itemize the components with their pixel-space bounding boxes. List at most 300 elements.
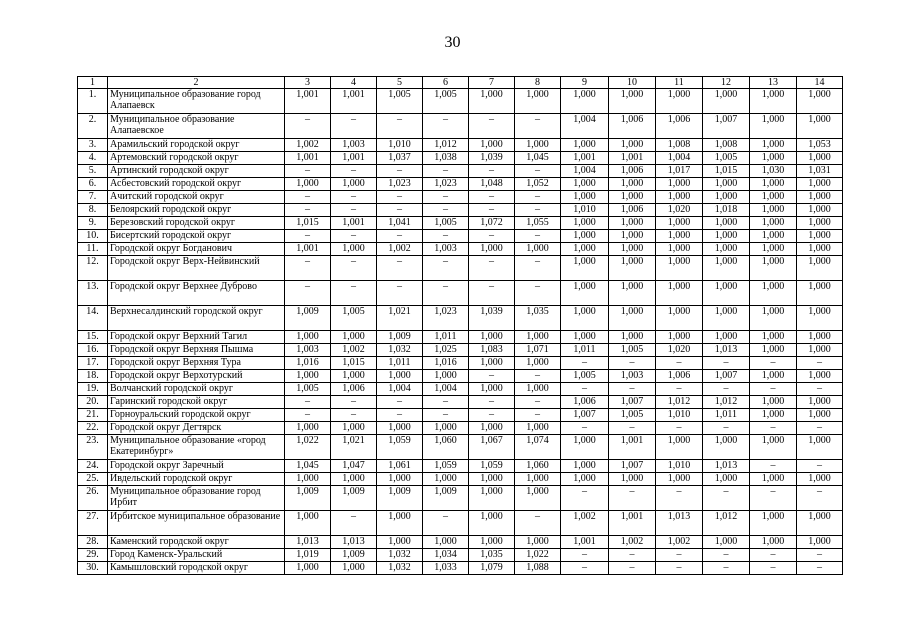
coefficient-cell: – (469, 256, 515, 281)
coefficient-cell: 1,010 (656, 409, 703, 422)
coefficient-cell: 1,055 (515, 217, 561, 230)
coefficient-cell: 1,013 (331, 536, 377, 549)
municipality-name: Бисертский городской округ (108, 230, 285, 243)
coefficient-cell: 1,000 (656, 281, 703, 306)
municipality-name: Камышловский городской округ (108, 562, 285, 575)
row-number: 21. (78, 409, 108, 422)
coefficient-cell: 1,006 (609, 204, 656, 217)
municipality-name: Волчанский городской округ (108, 383, 285, 396)
coefficient-cell: 1,000 (797, 396, 843, 409)
coefficient-cell: 1,000 (331, 370, 377, 383)
coefficient-cell: – (797, 422, 843, 435)
coefficient-cell: 1,000 (750, 191, 797, 204)
coefficient-cell: 1,003 (609, 370, 656, 383)
table-row (78, 243, 843, 256)
table-row (78, 357, 843, 370)
municipality-name: Артинский городской округ (108, 165, 285, 178)
coefficient-cell: 1,000 (515, 536, 561, 549)
table-row (78, 409, 843, 422)
coefficient-cell: 1,000 (423, 422, 469, 435)
coefficient-cell: 1,000 (423, 370, 469, 383)
row-number: 7. (78, 191, 108, 204)
coefficient-cell: 1,000 (656, 178, 703, 191)
coefficient-cell: 1,000 (797, 191, 843, 204)
coefficient-cell: – (469, 230, 515, 243)
coefficient-cell: – (423, 409, 469, 422)
coefficient-cell: 1,072 (469, 217, 515, 230)
municipality-name: Белоярский городской округ (108, 204, 285, 217)
coefficient-cell: 1,010 (377, 139, 423, 152)
row-number: 17. (78, 357, 108, 370)
coefficient-cell: 1,000 (750, 217, 797, 230)
coefficient-cell: 1,001 (609, 152, 656, 165)
coefficient-cell: 1,009 (423, 486, 469, 511)
coefficient-cell: 1,059 (423, 460, 469, 473)
table-row (78, 536, 843, 549)
coefficient-cell: 1,007 (703, 114, 750, 139)
municipality-name: Арамильский городской округ (108, 139, 285, 152)
table-row (78, 486, 843, 511)
coefficient-cell: – (331, 281, 377, 306)
coefficient-cell: 1,021 (331, 435, 377, 460)
municipality-name: Асбестовский городской округ (108, 178, 285, 191)
coefficient-cell: – (469, 204, 515, 217)
coefficient-cell: 1,005 (331, 306, 377, 331)
municipality-name: Верхнесалдинский городской округ (108, 306, 285, 331)
table-row (78, 217, 843, 230)
coefficient-cell: – (285, 191, 331, 204)
coefficient-cell: 1,000 (515, 357, 561, 370)
coefficient-cell: 1,010 (561, 204, 609, 217)
coefficient-cell: 1,000 (377, 511, 423, 536)
coefficient-cell: 1,000 (469, 89, 515, 114)
coefficient-cell: 1,022 (515, 549, 561, 562)
table-row (78, 511, 843, 536)
coefficient-cell: – (285, 230, 331, 243)
coefficient-cell: 1,015 (331, 357, 377, 370)
coefficient-cell: – (331, 230, 377, 243)
row-number: 2. (78, 114, 108, 139)
coefficient-cell: 1,039 (469, 306, 515, 331)
coefficient-cell: 1,000 (469, 486, 515, 511)
coefficient-cell: 1,000 (703, 306, 750, 331)
coefficient-cell: 1,000 (469, 473, 515, 486)
coefficient-cell: – (750, 422, 797, 435)
table-row (78, 383, 843, 396)
coefficient-cell: 1,002 (609, 536, 656, 549)
coefficient-cell: – (750, 486, 797, 511)
municipality-name: Гаринский городской округ (108, 396, 285, 409)
coefficient-cell: 1,015 (703, 165, 750, 178)
coefficient-cell: 1,006 (656, 114, 703, 139)
coefficient-cell: – (515, 281, 561, 306)
coefficient-cell: 1,000 (703, 191, 750, 204)
coefficient-cell: 1,000 (797, 230, 843, 243)
coefficient-cell: – (331, 204, 377, 217)
coefficient-cell: – (377, 281, 423, 306)
coefficient-cell: 1,003 (331, 139, 377, 152)
coefficient-cell: 1,000 (469, 536, 515, 549)
coefficient-cell: – (469, 370, 515, 383)
coefficient-cell: 1,000 (285, 331, 331, 344)
row-number: 19. (78, 383, 108, 396)
coefficient-cell: 1,000 (561, 460, 609, 473)
coefficient-cell: 1,001 (331, 152, 377, 165)
coefficient-cell: 1,000 (423, 473, 469, 486)
municipality-name: Городской округ Верхняя Тура (108, 357, 285, 370)
coefficient-cell: – (561, 486, 609, 511)
municipality-name: Ивдельский городской округ (108, 473, 285, 486)
coefficient-cell: – (469, 114, 515, 139)
coefficient-cell: – (515, 396, 561, 409)
coefficient-cell: – (423, 191, 469, 204)
coefficient-cell: – (515, 370, 561, 383)
municipality-name: Город Каменск-Уральский (108, 549, 285, 562)
table-row (78, 396, 843, 409)
table-row (78, 191, 843, 204)
coefficient-cell: 1,039 (469, 152, 515, 165)
coefficient-cell: 1,012 (703, 396, 750, 409)
row-number: 24. (78, 460, 108, 473)
coefficient-cell: 1,011 (703, 409, 750, 422)
coefficient-cell: 1,000 (377, 422, 423, 435)
coefficient-cell: 1,000 (750, 256, 797, 281)
coefficient-cell: – (285, 256, 331, 281)
coefficient-cell: – (656, 562, 703, 575)
row-number: 3. (78, 139, 108, 152)
coefficient-cell: 1,000 (469, 357, 515, 370)
table-row (78, 435, 843, 460)
coefficient-cell: 1,045 (515, 152, 561, 165)
coefficient-cell: 1,000 (797, 204, 843, 217)
coefficient-cell: 1,000 (797, 536, 843, 549)
coefficient-cell: 1,000 (703, 281, 750, 306)
coefficient-cell: – (377, 256, 423, 281)
column-header-4: 4 (331, 77, 377, 89)
coefficient-cell: – (609, 549, 656, 562)
coefficient-cell: – (377, 165, 423, 178)
coefficient-cell: 1,009 (331, 549, 377, 562)
coefficient-cell: 1,000 (609, 473, 656, 486)
coefficient-cell: 1,001 (285, 89, 331, 114)
coefficient-cell: 1,000 (515, 139, 561, 152)
coefficient-cell: 1,000 (609, 217, 656, 230)
coefficient-cell: 1,001 (331, 89, 377, 114)
coefficient-cell: – (469, 396, 515, 409)
coefficient-cell: – (515, 204, 561, 217)
coefficient-cell: 1,000 (797, 243, 843, 256)
municipality-name: Каменский городской округ (108, 536, 285, 549)
table-row (78, 152, 843, 165)
coefficient-cell: 1,000 (609, 89, 656, 114)
coefficient-cell: 1,000 (377, 473, 423, 486)
municipality-name: Городской округ Верхний Тагил (108, 331, 285, 344)
coefficient-cell: 1,001 (561, 536, 609, 549)
coefficient-cell: – (797, 383, 843, 396)
coefficient-cell: 1,013 (703, 344, 750, 357)
coefficient-cell: – (703, 549, 750, 562)
coefficient-cell: 1,009 (377, 331, 423, 344)
coefficient-cell: – (331, 409, 377, 422)
row-number: 29. (78, 549, 108, 562)
coefficient-cell: 1,007 (561, 409, 609, 422)
coefficient-cell: 1,000 (750, 152, 797, 165)
coefficient-cell: – (656, 422, 703, 435)
coefficient-cell: 1,000 (561, 217, 609, 230)
coefficient-cell: – (377, 204, 423, 217)
coefficient-cell: 1,012 (423, 139, 469, 152)
coefficient-cell: 1,022 (285, 435, 331, 460)
coefficient-cell: 1,012 (703, 511, 750, 536)
row-number: 27. (78, 511, 108, 536)
row-number: 18. (78, 370, 108, 383)
coefficient-cell: 1,059 (469, 460, 515, 473)
table-header-row (78, 77, 843, 89)
coefficient-cell: 1,000 (423, 536, 469, 549)
coefficient-cell: – (656, 357, 703, 370)
coefficient-cell: 1,004 (561, 114, 609, 139)
coefficient-cell: – (423, 396, 469, 409)
coefficient-cell: 1,088 (515, 562, 561, 575)
municipality-name: Ачитский городской округ (108, 191, 285, 204)
coefficient-cell: 1,000 (515, 243, 561, 256)
table-row (78, 281, 843, 306)
coefficient-cell: 1,000 (797, 256, 843, 281)
coefficient-cell: – (609, 562, 656, 575)
column-header-6: 6 (423, 77, 469, 89)
coefficient-cell: 1,000 (515, 331, 561, 344)
coefficient-cell: 1,000 (750, 281, 797, 306)
coefficient-cell: 1,000 (750, 536, 797, 549)
coefficient-cell: 1,005 (377, 89, 423, 114)
coefficient-cell: – (377, 396, 423, 409)
coefficient-cell: 1,000 (609, 139, 656, 152)
column-header-14: 14 (797, 77, 843, 89)
coefficient-cell: 1,016 (285, 357, 331, 370)
row-number: 26. (78, 486, 108, 511)
coefficient-cell: 1,067 (469, 435, 515, 460)
coefficient-cell: – (561, 549, 609, 562)
column-header-11: 11 (656, 77, 703, 89)
table-row (78, 178, 843, 191)
column-header-12: 12 (703, 77, 750, 89)
coefficient-cell: 1,060 (423, 435, 469, 460)
coefficient-cell: 1,000 (797, 114, 843, 139)
coefficient-cell: 1,007 (609, 396, 656, 409)
coefficient-cell: 1,035 (469, 549, 515, 562)
coefficient-cell: – (423, 281, 469, 306)
coefficient-cell: 1,000 (750, 409, 797, 422)
coefficient-cell: – (423, 165, 469, 178)
coefficient-cell: 1,000 (469, 243, 515, 256)
coefficient-cell: – (750, 357, 797, 370)
coefficient-cell: 1,000 (331, 422, 377, 435)
municipality-name: Горноуральский городской округ (108, 409, 285, 422)
coefficient-cell: 1,009 (285, 306, 331, 331)
coefficient-cell: 1,000 (703, 230, 750, 243)
table-row (78, 230, 843, 243)
row-number: 25. (78, 473, 108, 486)
coefficient-cell: – (331, 191, 377, 204)
coefficient-cell: 1,031 (797, 165, 843, 178)
coefficient-cell: 1,033 (423, 562, 469, 575)
coefficient-cell: – (331, 114, 377, 139)
coefficient-cell: 1,009 (331, 486, 377, 511)
row-number: 16. (78, 344, 108, 357)
coefficient-cell: 1,000 (469, 422, 515, 435)
coefficient-cell: 1,000 (609, 281, 656, 306)
coefficient-cell: 1,000 (750, 89, 797, 114)
row-number: 22. (78, 422, 108, 435)
coefficient-cell: 1,000 (750, 204, 797, 217)
coefficient-cell: 1,000 (703, 178, 750, 191)
coefficient-cell: – (331, 396, 377, 409)
coefficient-cell: 1,000 (609, 178, 656, 191)
coefficient-cell: 1,047 (331, 460, 377, 473)
coefficient-cell: 1,000 (703, 217, 750, 230)
coefficient-cell: 1,000 (656, 306, 703, 331)
coefficient-cell: 1,013 (285, 536, 331, 549)
coefficient-cell: 1,000 (703, 89, 750, 114)
coefficient-cell: 1,006 (331, 383, 377, 396)
column-header-9: 9 (561, 77, 609, 89)
coefficient-cell: 1,020 (656, 204, 703, 217)
municipality-name: Городской округ Верхнее Дуброво (108, 281, 285, 306)
coefficient-cell: – (561, 357, 609, 370)
coefficient-cell: – (515, 230, 561, 243)
coefficient-cell: 1,015 (285, 217, 331, 230)
coefficient-cell: 1,048 (469, 178, 515, 191)
coefficient-cell: 1,006 (561, 396, 609, 409)
coefficient-cell: 1,002 (561, 511, 609, 536)
coefficient-cell: 1,012 (656, 396, 703, 409)
coefficient-cell: – (656, 549, 703, 562)
coefficient-cell: 1,000 (797, 306, 843, 331)
row-number: 30. (78, 562, 108, 575)
coefficient-cell: 1,003 (423, 243, 469, 256)
coefficient-cell: – (797, 357, 843, 370)
coefficient-cell: – (377, 230, 423, 243)
coefficient-cell: 1,000 (750, 139, 797, 152)
coefficient-cell: – (609, 422, 656, 435)
coefficient-cell: 1,001 (285, 243, 331, 256)
coefficient-cell: 1,002 (331, 344, 377, 357)
table-row (78, 306, 843, 331)
column-header-3: 3 (285, 77, 331, 89)
coefficient-cell: 1,017 (656, 165, 703, 178)
coefficient-cell: 1,005 (609, 344, 656, 357)
coefficient-cell: 1,000 (561, 306, 609, 331)
coefficient-cell: 1,061 (377, 460, 423, 473)
municipality-name: Городской округ Верх-Нейвинский (108, 256, 285, 281)
coefficient-cell: – (797, 562, 843, 575)
coefficient-cell: 1,013 (703, 460, 750, 473)
coefficient-cell: – (703, 562, 750, 575)
table-row (78, 256, 843, 281)
coefficient-cell: 1,041 (377, 217, 423, 230)
coefficient-cell: 1,000 (331, 178, 377, 191)
coefficient-cell: 1,000 (561, 89, 609, 114)
coefficient-cell: 1,000 (750, 435, 797, 460)
coefficient-cell: 1,083 (469, 344, 515, 357)
coefficient-cell: 1,000 (750, 473, 797, 486)
coefficient-cell: – (656, 486, 703, 511)
row-number: 15. (78, 331, 108, 344)
coefficient-cell: 1,000 (750, 370, 797, 383)
coefficient-cell: 1,003 (285, 344, 331, 357)
coefficient-cell: 1,002 (285, 139, 331, 152)
coefficient-cell: 1,000 (331, 243, 377, 256)
coefficient-cell: 1,001 (285, 152, 331, 165)
coefficient-cell: – (423, 230, 469, 243)
coefficient-cell: – (797, 486, 843, 511)
coefficient-cell: 1,000 (469, 383, 515, 396)
coefficient-cell: 1,000 (561, 281, 609, 306)
coefficient-cell: 1,000 (797, 344, 843, 357)
coefficient-cell: 1,000 (656, 331, 703, 344)
coefficient-cell: 1,016 (423, 357, 469, 370)
coefficient-cell: 1,000 (285, 370, 331, 383)
coefficient-cell: 1,000 (561, 139, 609, 152)
coefficient-cell: 1,000 (285, 422, 331, 435)
column-header-5: 5 (377, 77, 423, 89)
column-header-10: 10 (609, 77, 656, 89)
coefficient-cell: 1,005 (423, 217, 469, 230)
coefficient-cell: 1,000 (561, 191, 609, 204)
coefficient-cell: 1,007 (703, 370, 750, 383)
coefficient-cell: 1,008 (656, 139, 703, 152)
table-row (78, 165, 843, 178)
coefficient-cell: 1,023 (423, 178, 469, 191)
coefficient-cell: 1,000 (561, 473, 609, 486)
row-number: 14. (78, 306, 108, 331)
coefficient-cell: 1,052 (515, 178, 561, 191)
municipality-name: Муниципальное образование город Алапаевск (108, 89, 285, 114)
coefficient-cell: – (750, 383, 797, 396)
coefficient-cell: 1,001 (609, 435, 656, 460)
coefficient-cell: 1,000 (750, 230, 797, 243)
coefficient-cell: – (515, 165, 561, 178)
row-number: 23. (78, 435, 108, 460)
coefficient-cell: 1,000 (656, 473, 703, 486)
coefficient-cell: 1,010 (656, 460, 703, 473)
coefficient-cell: 1,002 (377, 243, 423, 256)
municipality-name: Артемовский городской округ (108, 152, 285, 165)
column-header-8: 8 (515, 77, 561, 89)
coefficient-cell: 1,011 (377, 357, 423, 370)
coefficient-cell: 1,000 (331, 331, 377, 344)
coefficient-cell: 1,013 (656, 511, 703, 536)
coefficient-cell: 1,034 (423, 549, 469, 562)
coefficient-cell: – (285, 396, 331, 409)
coefficient-cell: – (331, 511, 377, 536)
municipality-name: Муниципальное образование «город Екатеринбург» (108, 435, 285, 460)
coefficient-cell: 1,000 (561, 178, 609, 191)
municipality-name: Городской округ Богданович (108, 243, 285, 256)
coefficient-cell: 1,000 (656, 89, 703, 114)
coefficient-cell: 1,019 (285, 549, 331, 562)
coefficient-cell: 1,000 (797, 178, 843, 191)
coefficient-cell: – (423, 511, 469, 536)
coefficient-cell: 1,000 (750, 114, 797, 139)
coefficient-cell: 1,032 (377, 562, 423, 575)
coefficient-cell: – (423, 114, 469, 139)
coefficient-cell: 1,059 (377, 435, 423, 460)
coefficient-cell: 1,000 (377, 536, 423, 549)
coefficient-cell: 1,079 (469, 562, 515, 575)
coefficient-cell: 1,000 (515, 89, 561, 114)
coefficient-cell: 1,011 (423, 331, 469, 344)
